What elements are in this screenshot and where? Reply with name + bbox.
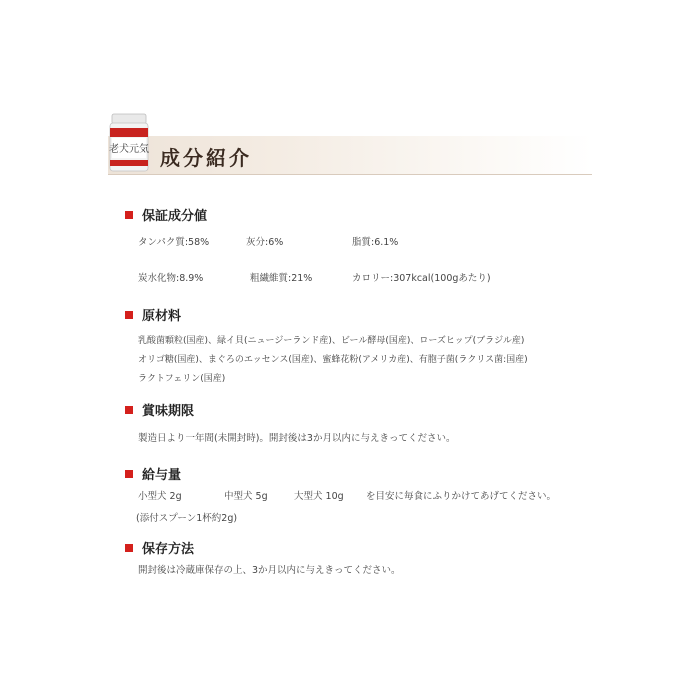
section-heading-nutrition — [125, 205, 207, 224]
nutrition-fat: 脂質:6.1% — [352, 237, 399, 248]
dosage-small: 小型犬 2g — [138, 491, 182, 502]
section-heading-label: 原材料 — [142, 309, 182, 324]
product-jar-image — [108, 112, 152, 174]
page-title: 成分紹介 — [160, 146, 252, 170]
ingredients-line-3: ラクトフェリン(国産) — [138, 374, 226, 384]
section-heading-ingredients — [125, 305, 181, 324]
nutrition-calories: カロリー:307kcal(100gあたり) — [352, 273, 491, 284]
section-heading-expiry — [125, 400, 194, 419]
section-heading-dosage — [125, 464, 181, 483]
nutrition-ash: 灰分:6% — [246, 237, 284, 248]
dosage-large: 大型犬 10g — [294, 491, 344, 502]
section-heading-label: 給与量 — [142, 468, 182, 483]
section-heading-storage — [125, 538, 194, 557]
dosage-medium: 中型犬 5g — [224, 491, 268, 502]
section-heading-label: 賞味期限 — [142, 404, 195, 419]
nutrition-fiber: 粗繊維質:21% — [250, 273, 313, 284]
product-jar-label: 老犬元気 — [109, 144, 149, 155]
red-square-bullet — [125, 211, 133, 219]
storage-text: 開封後は冷蔵庫保存の上、3か月以内に与えきってください。 — [138, 565, 401, 576]
dosage-spoon-note: (添付スプーン1杯約2g) — [136, 513, 238, 524]
section-heading-label: 保存方法 — [142, 542, 195, 557]
red-square-bullet — [125, 311, 133, 319]
expiry-text: 製造日より一年間(未開封時)。開封後は3か月以内に与えきってください。 — [138, 433, 456, 444]
dosage-note: を目安に毎食にふりかけてあげてください。 — [366, 491, 557, 502]
ingredients-line-1: 乳酸菌顆粒(国産)、緑イ貝(ニュージーランド産)、ビール酵母(国産)、ローズヒップ(ブラジル産) — [138, 336, 525, 346]
ingredients-line-2: オリゴ糖(国産)、まぐろのエッセンス(国産)、蜜蜂花粉(アメリカ産)、有胞子菌(ラクリス菌:国産) — [138, 355, 528, 365]
section-heading-label: 保証成分値 — [142, 209, 208, 224]
red-square-bullet — [125, 470, 133, 478]
red-square-bullet — [125, 544, 133, 552]
nutrition-carbs: 炭水化物:8.9% — [138, 273, 204, 284]
red-square-bullet — [125, 406, 133, 414]
nutrition-protein: タンパク質:58% — [138, 237, 210, 248]
